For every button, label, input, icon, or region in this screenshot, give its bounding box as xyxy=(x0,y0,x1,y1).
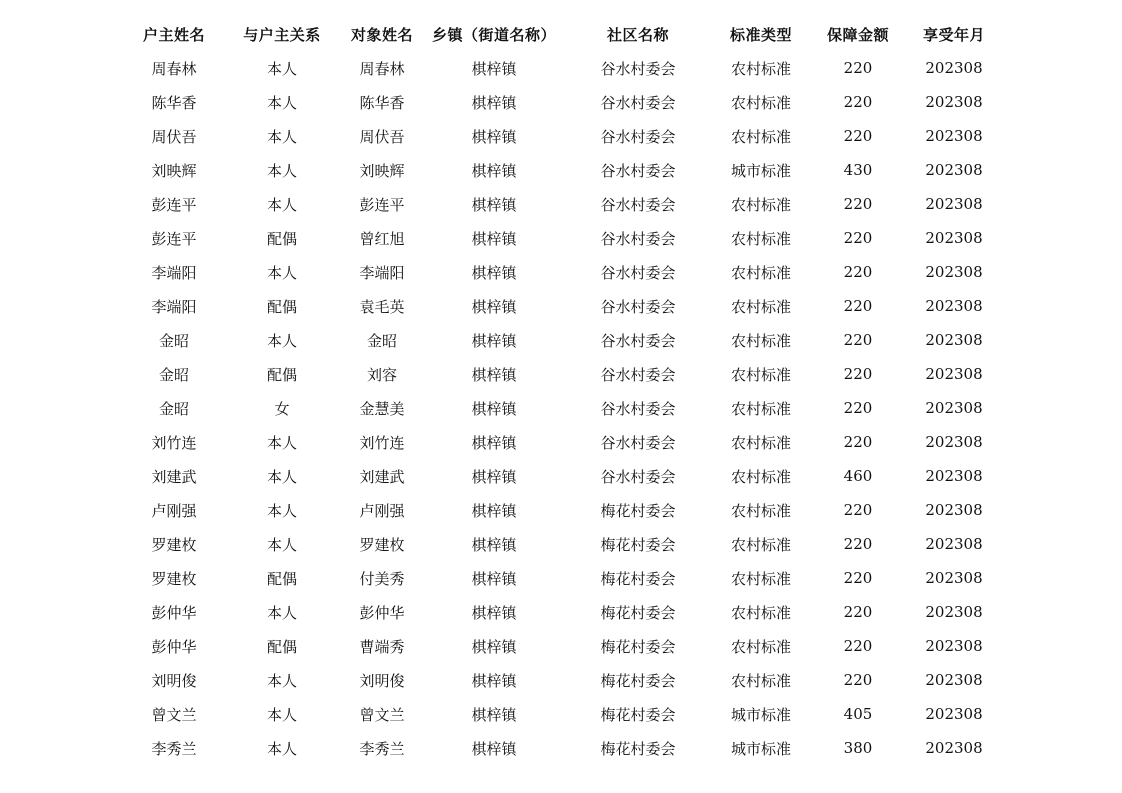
cell-township: 棋梓镇 xyxy=(471,399,517,418)
cell-standard-type: 农村标准 xyxy=(730,59,791,78)
cell-relationship: 本人 xyxy=(266,59,297,78)
cell-period: 202308 xyxy=(925,535,983,553)
cell-beneficiary-name: 罗建枚 xyxy=(359,535,405,554)
cell-standard-type: 农村标准 xyxy=(730,603,791,622)
cell-standard-type: 城市标准 xyxy=(730,739,791,758)
cell-community: 谷水村委会 xyxy=(600,433,676,452)
cell-householder-name: 彭仲华 xyxy=(151,637,197,656)
cell-township: 棋梓镇 xyxy=(471,637,517,656)
cell-period: 202308 xyxy=(925,297,983,315)
table-row xyxy=(120,731,998,765)
header-row xyxy=(120,17,998,51)
table-row xyxy=(120,595,998,629)
cell-householder-name: 罗建枚 xyxy=(151,535,197,554)
cell-householder-name: 李端阳 xyxy=(151,263,197,282)
table-row xyxy=(120,697,998,731)
cell-householder-name: 金昭 xyxy=(158,399,189,418)
cell-householder-name: 周春林 xyxy=(151,59,197,78)
table-row xyxy=(120,255,998,289)
cell-community: 谷水村委会 xyxy=(600,229,676,248)
cell-relationship: 本人 xyxy=(266,671,297,690)
cell-period: 202308 xyxy=(925,501,983,519)
cell-relationship: 本人 xyxy=(266,161,297,180)
cell-township: 棋梓镇 xyxy=(471,705,517,724)
table-row xyxy=(120,561,998,595)
cell-householder-name: 金昭 xyxy=(158,331,189,350)
cell-relationship: 本人 xyxy=(266,127,297,146)
table-row xyxy=(120,459,998,493)
column-header-beneficiary-name: 对象姓名 xyxy=(350,25,413,44)
table-row xyxy=(120,323,998,357)
table-row xyxy=(120,289,998,323)
cell-standard-type: 农村标准 xyxy=(730,433,791,452)
cell-community: 梅花村委会 xyxy=(600,705,676,724)
cell-amount: 220 xyxy=(843,637,873,655)
cell-period: 202308 xyxy=(925,365,983,383)
cell-relationship: 本人 xyxy=(266,739,297,758)
cell-amount: 220 xyxy=(843,93,873,111)
cell-community: 谷水村委会 xyxy=(600,195,676,214)
cell-standard-type: 农村标准 xyxy=(730,297,791,316)
beneficiary-table xyxy=(120,17,998,765)
cell-standard-type: 农村标准 xyxy=(730,569,791,588)
cell-township: 棋梓镇 xyxy=(471,161,517,180)
cell-period: 202308 xyxy=(925,161,983,179)
cell-beneficiary-name: 付美秀 xyxy=(359,569,405,588)
cell-period: 202308 xyxy=(925,195,983,213)
cell-township: 棋梓镇 xyxy=(471,535,517,554)
cell-beneficiary-name: 曾文兰 xyxy=(359,705,405,724)
cell-amount: 220 xyxy=(843,229,873,247)
table-row xyxy=(120,629,998,663)
cell-relationship: 本人 xyxy=(266,705,297,724)
cell-relationship: 配偶 xyxy=(266,297,297,316)
cell-relationship: 配偶 xyxy=(266,229,297,248)
cell-beneficiary-name: 李秀兰 xyxy=(359,739,405,758)
cell-community: 谷水村委会 xyxy=(600,161,676,180)
cell-beneficiary-name: 袁毛英 xyxy=(359,297,405,316)
cell-community: 谷水村委会 xyxy=(600,297,676,316)
table-row xyxy=(120,119,998,153)
cell-amount: 380 xyxy=(843,739,873,757)
cell-amount: 220 xyxy=(843,603,873,621)
cell-township: 棋梓镇 xyxy=(471,229,517,248)
cell-township: 棋梓镇 xyxy=(471,433,517,452)
cell-householder-name: 周伏吾 xyxy=(151,127,197,146)
cell-community: 梅花村委会 xyxy=(600,501,676,520)
cell-relationship: 本人 xyxy=(266,467,297,486)
cell-amount: 405 xyxy=(843,705,873,723)
cell-householder-name: 陈华香 xyxy=(151,93,197,112)
table-body xyxy=(120,51,998,765)
cell-amount: 220 xyxy=(843,59,873,77)
cell-standard-type: 农村标准 xyxy=(730,637,791,656)
cell-standard-type: 城市标准 xyxy=(730,705,791,724)
cell-period: 202308 xyxy=(925,127,983,145)
cell-householder-name: 刘明俊 xyxy=(151,671,197,690)
cell-amount: 220 xyxy=(843,331,873,349)
cell-township: 棋梓镇 xyxy=(471,263,517,282)
cell-standard-type: 农村标准 xyxy=(730,195,791,214)
cell-householder-name: 彭连平 xyxy=(151,229,197,248)
cell-township: 棋梓镇 xyxy=(471,739,517,758)
cell-period: 202308 xyxy=(925,569,983,587)
cell-standard-type: 农村标准 xyxy=(730,535,791,554)
cell-community: 梅花村委会 xyxy=(600,637,676,656)
cell-beneficiary-name: 周伏吾 xyxy=(359,127,405,146)
cell-community: 谷水村委会 xyxy=(600,59,676,78)
cell-householder-name: 李秀兰 xyxy=(151,739,197,758)
table-row xyxy=(120,493,998,527)
cell-community: 梅花村委会 xyxy=(600,603,676,622)
table-row xyxy=(120,85,998,119)
cell-relationship: 配偶 xyxy=(266,637,297,656)
column-header-standard-type: 标准类型 xyxy=(729,25,792,44)
cell-amount: 220 xyxy=(843,501,873,519)
cell-township: 棋梓镇 xyxy=(471,331,517,350)
table-row xyxy=(120,51,998,85)
cell-township: 棋梓镇 xyxy=(471,671,517,690)
cell-amount: 220 xyxy=(843,297,873,315)
cell-beneficiary-name: 刘建武 xyxy=(359,467,405,486)
cell-householder-name: 卢刚强 xyxy=(151,501,197,520)
cell-amount: 220 xyxy=(843,671,873,689)
table-row xyxy=(120,221,998,255)
cell-amount: 460 xyxy=(843,467,873,485)
cell-standard-type: 农村标准 xyxy=(730,263,791,282)
column-header-period: 享受年月 xyxy=(922,25,985,44)
column-header-amount: 保障金额 xyxy=(826,25,889,44)
cell-relationship: 本人 xyxy=(266,263,297,282)
cell-relationship: 本人 xyxy=(266,501,297,520)
table-row xyxy=(120,663,998,697)
cell-householder-name: 罗建枚 xyxy=(151,569,197,588)
cell-beneficiary-name: 金昭 xyxy=(366,331,397,350)
cell-standard-type: 城市标准 xyxy=(730,161,791,180)
cell-amount: 220 xyxy=(843,399,873,417)
cell-householder-name: 刘建武 xyxy=(151,467,197,486)
cell-amount: 220 xyxy=(843,433,873,451)
cell-amount: 220 xyxy=(843,569,873,587)
cell-community: 谷水村委会 xyxy=(600,399,676,418)
cell-period: 202308 xyxy=(925,603,983,621)
cell-period: 202308 xyxy=(925,263,983,281)
cell-amount: 220 xyxy=(843,127,873,145)
cell-relationship: 本人 xyxy=(266,331,297,350)
cell-township: 棋梓镇 xyxy=(471,93,517,112)
cell-period: 202308 xyxy=(925,467,983,485)
cell-relationship: 配偶 xyxy=(266,569,297,588)
cell-standard-type: 农村标准 xyxy=(730,467,791,486)
cell-period: 202308 xyxy=(925,433,983,451)
cell-beneficiary-name: 刘映辉 xyxy=(359,161,405,180)
cell-relationship: 本人 xyxy=(266,93,297,112)
cell-community: 梅花村委会 xyxy=(600,535,676,554)
cell-beneficiary-name: 陈华香 xyxy=(359,93,405,112)
cell-community: 谷水村委会 xyxy=(600,365,676,384)
cell-standard-type: 农村标准 xyxy=(730,365,791,384)
cell-period: 202308 xyxy=(925,229,983,247)
cell-period: 202308 xyxy=(925,739,983,757)
cell-community: 梅花村委会 xyxy=(600,671,676,690)
cell-community: 谷水村委会 xyxy=(600,467,676,486)
cell-amount: 220 xyxy=(843,263,873,281)
cell-beneficiary-name: 彭仲华 xyxy=(359,603,405,622)
cell-township: 棋梓镇 xyxy=(471,59,517,78)
cell-beneficiary-name: 曾红旭 xyxy=(359,229,405,248)
cell-relationship: 本人 xyxy=(266,603,297,622)
cell-community: 梅花村委会 xyxy=(600,739,676,758)
cell-beneficiary-name: 曹端秀 xyxy=(359,637,405,656)
cell-community: 梅花村委会 xyxy=(600,569,676,588)
cell-standard-type: 农村标准 xyxy=(730,671,791,690)
cell-beneficiary-name: 李端阳 xyxy=(359,263,405,282)
cell-relationship: 女 xyxy=(274,399,290,418)
cell-township: 棋梓镇 xyxy=(471,365,517,384)
cell-beneficiary-name: 卢刚强 xyxy=(359,501,405,520)
cell-community: 谷水村委会 xyxy=(600,93,676,112)
cell-township: 棋梓镇 xyxy=(471,297,517,316)
cell-householder-name: 刘竹连 xyxy=(151,433,197,452)
cell-township: 棋梓镇 xyxy=(471,467,517,486)
cell-period: 202308 xyxy=(925,93,983,111)
cell-standard-type: 农村标准 xyxy=(730,127,791,146)
table-row xyxy=(120,357,998,391)
cell-householder-name: 彭仲华 xyxy=(151,603,197,622)
cell-township: 棋梓镇 xyxy=(471,195,517,214)
cell-relationship: 本人 xyxy=(266,535,297,554)
column-header-householder-name: 户主姓名 xyxy=(142,25,205,44)
cell-beneficiary-name: 周春林 xyxy=(359,59,405,78)
table-row xyxy=(120,153,998,187)
cell-township: 棋梓镇 xyxy=(471,501,517,520)
cell-amount: 430 xyxy=(843,161,873,179)
column-header-relationship: 与户主关系 xyxy=(243,25,321,44)
cell-relationship: 本人 xyxy=(266,195,297,214)
cell-householder-name: 刘映辉 xyxy=(151,161,197,180)
cell-householder-name: 李端阳 xyxy=(151,297,197,316)
cell-beneficiary-name: 刘容 xyxy=(366,365,397,384)
cell-township: 棋梓镇 xyxy=(471,127,517,146)
cell-beneficiary-name: 刘明俊 xyxy=(359,671,405,690)
cell-amount: 220 xyxy=(843,365,873,383)
cell-community: 谷水村委会 xyxy=(600,331,676,350)
cell-period: 202308 xyxy=(925,59,983,77)
cell-householder-name: 金昭 xyxy=(158,365,189,384)
table-row xyxy=(120,527,998,561)
table-row xyxy=(120,391,998,425)
cell-beneficiary-name: 刘竹连 xyxy=(359,433,405,452)
column-header-community: 社区名称 xyxy=(606,25,669,44)
cell-standard-type: 农村标准 xyxy=(730,501,791,520)
cell-period: 202308 xyxy=(925,331,983,349)
cell-standard-type: 农村标准 xyxy=(730,93,791,112)
cell-period: 202308 xyxy=(925,399,983,417)
cell-amount: 220 xyxy=(843,535,873,553)
cell-amount: 220 xyxy=(843,195,873,213)
cell-standard-type: 农村标准 xyxy=(730,399,791,418)
cell-beneficiary-name: 金慧美 xyxy=(359,399,405,418)
cell-community: 谷水村委会 xyxy=(600,127,676,146)
column-header-township: 乡镇（街道名称） xyxy=(431,25,556,44)
cell-township: 棋梓镇 xyxy=(471,603,517,622)
cell-relationship: 配偶 xyxy=(266,365,297,384)
cell-period: 202308 xyxy=(925,637,983,655)
cell-householder-name: 曾文兰 xyxy=(151,705,197,724)
cell-beneficiary-name: 彭连平 xyxy=(359,195,405,214)
cell-period: 202308 xyxy=(925,705,983,723)
cell-householder-name: 彭连平 xyxy=(151,195,197,214)
table-row xyxy=(120,187,998,221)
cell-township: 棋梓镇 xyxy=(471,569,517,588)
table-row xyxy=(120,425,998,459)
cell-standard-type: 农村标准 xyxy=(730,229,791,248)
cell-community: 谷水村委会 xyxy=(600,263,676,282)
cell-standard-type: 农村标准 xyxy=(730,331,791,350)
cell-relationship: 本人 xyxy=(266,433,297,452)
cell-period: 202308 xyxy=(925,671,983,689)
